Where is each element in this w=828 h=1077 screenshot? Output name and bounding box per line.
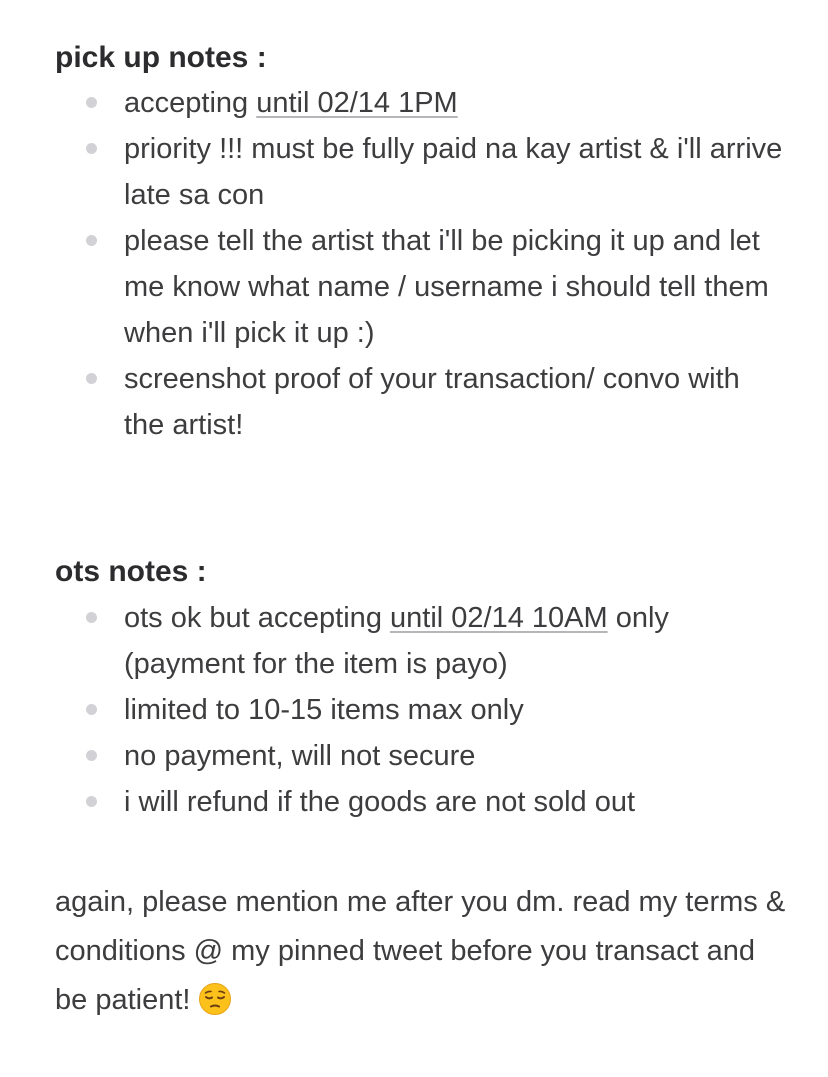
ots-notes-heading: ots notes :	[55, 555, 207, 588]
item-text: accepting	[124, 87, 257, 119]
pickup-notes-heading: pick up notes :	[55, 41, 267, 74]
closing-text: again, please mention me after you dm. read my terms & conditions @ my pinned tweet before you transact and be patient!	[55, 886, 786, 1016]
list-item	[0, 356, 828, 448]
item-text: screenshot proof of your transaction/ convo with the artist!	[124, 363, 740, 441]
list-item	[0, 126, 828, 218]
bullet-dot-icon	[86, 373, 97, 384]
item-text: limited to 10-15 items max only	[124, 694, 524, 726]
ots-notes-list	[0, 595, 828, 825]
pickup-notes-list	[0, 80, 828, 448]
bullet-dot-icon	[86, 796, 97, 807]
deadline-text: until 02/14 10AM	[390, 602, 608, 634]
list-item	[0, 779, 828, 825]
item-text-after: only (payment for the item is payo)	[124, 602, 669, 680]
item-text: ots ok but accepting	[124, 602, 390, 634]
bullet-dot-icon	[86, 143, 97, 154]
item-text: priority !!! must be fully paid na kay artist & i'll arrive late sa con	[124, 133, 783, 211]
list-item	[0, 595, 828, 687]
closing-paragraph	[55, 878, 795, 1025]
bullet-dot-icon	[86, 612, 97, 623]
list-item	[0, 80, 828, 126]
pensive-face-icon	[198, 982, 232, 1016]
bullet-dot-icon	[86, 704, 97, 715]
bullet-dot-icon	[86, 750, 97, 761]
bullet-dot-icon	[86, 235, 97, 246]
list-item	[0, 733, 828, 779]
item-text: please tell the artist that i'll be picking it up and let me know what name / username i should tell them when i'll pick it up :)	[124, 225, 769, 349]
deadline-text: until 02/14 1PM	[256, 87, 458, 119]
item-text: i will refund if the goods are not sold out	[124, 786, 636, 818]
list-item	[0, 218, 828, 356]
item-text: no payment, will not secure	[124, 740, 476, 772]
bullet-dot-icon	[86, 97, 97, 108]
list-item	[0, 687, 828, 733]
